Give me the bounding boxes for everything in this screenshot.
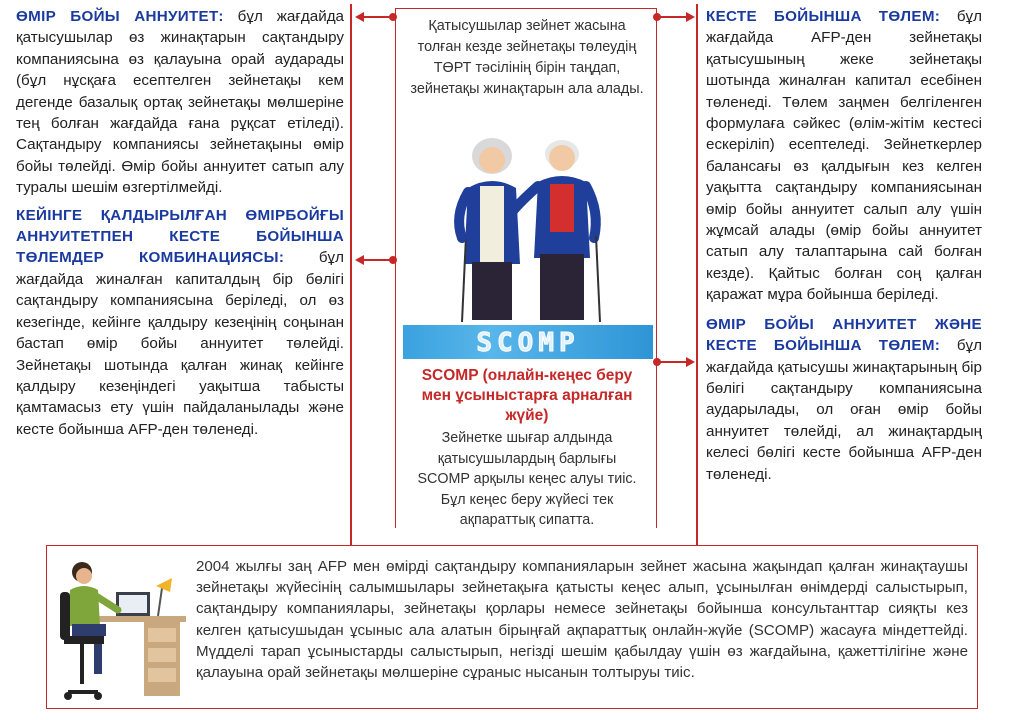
arrow-left-mid-head — [355, 255, 364, 265]
arrow-right-top-line — [658, 16, 686, 18]
elderly-couple-illustration — [440, 126, 620, 326]
scheduled-payment-heading: КЕСТЕ БОЙЫНША ТӨЛЕМ: — [706, 8, 941, 25]
annuity-and-schedule-heading: ӨМІР БОЙЫ АННУИТЕТ ЖӘНЕ КЕСТЕ БОЙЫНША ТӨЛЕМ: — [706, 315, 982, 355]
left-block-deferred-combination — [16, 205, 344, 440]
right-column — [706, 6, 982, 485]
elderly-woman-icon — [459, 138, 520, 322]
scomp-description: Зейнетке шығар алдында қатысушылардың барлығы SCOMP арқылы кеңес алуы тиіс. Бұл кеңес беру жүйесі тек ақпараттық сипатта. — [417, 430, 637, 528]
lamp-icon — [156, 578, 172, 616]
left-column — [16, 6, 344, 440]
annuity-and-schedule-text: бұл жағдайда қатысушы жинақтарының бір бөлігі сақтандыру компаниясына аударылады, ол оған өмір бойы аннуитет төлейді, ал жинақтардың келесі бөлігі кесте бойынша AFP-ден төленеді. — [706, 337, 982, 483]
arrow-right-top-head — [686, 12, 695, 22]
bottom-connector-left — [350, 527, 352, 545]
laptop-icon — [116, 592, 150, 616]
right-divider-line — [696, 4, 698, 527]
arrow-right-mid-line — [658, 361, 686, 363]
right-block-scheduled-payment — [706, 6, 982, 306]
bottom-connector-right — [696, 527, 698, 545]
arrow-right-mid-head — [686, 357, 695, 367]
arrow-left-top-dot — [389, 13, 397, 21]
arrow-right-top-dot — [653, 13, 661, 21]
office-worker-illustration — [58, 556, 186, 704]
scheduled-payment-text: бұл жағдайда AFP-ден зейнетақы қатысушының жеке зейнетақы шотында жиналған капитал есебінен төленеді. Төлем заңмен белгіленген формулаға сәйкес (өлім-жітім кестесі ескеріліп) есептеледі. Зейнеткерлер балансағы өз қалдығын кез келген уақытта сақтандыру компаниясынан өмір бойы аннуитет салып алу үшін жұмсай алады (өмір бойы аннуитет сатып алу талаптарына сай болған кезде). Қайтыс болған соң қалған қаражат мұра бойынша беріледі. — [706, 8, 982, 304]
life-annuity-text: бұл жағдайда қатысушылар өз жинақтарын сақтандыру компаниясына өз қалауына орай аударады (бұл нұсқаға есептелген зейнетақы кем дегенде базалық ортақ зейнетақы мөлшеріне тең болған жағдайда ғана рұқсат етіледі). Сақтандыру компаниясы зейнетақыны өмір бойы төлейді. Өмір бойы аннуитет сатып алу туралы шешім өзгертілмейді. — [16, 8, 344, 197]
scomp-banner-label: SCOMP — [476, 328, 580, 358]
center-intro-text: Қатысушылар зейнет жасына толған кезде зейнетақы төлеудің ТӨРТ тәсілінің бірін таңдап, зейнетақы жинақтарын ала алады. — [410, 18, 644, 97]
left-divider-line — [350, 4, 352, 527]
life-annuity-heading: ӨМІР БОЙЫ АННУИТЕТ: — [16, 8, 224, 25]
right-block-annuity-and-schedule — [706, 314, 982, 485]
desk-icon — [98, 616, 186, 696]
elderly-man-icon — [512, 140, 600, 322]
arrow-right-mid-dot — [653, 358, 661, 366]
scomp-title: SCOMP (онлайн-кеңес беру мен ұсыныстарға арналған жүйе) — [421, 367, 633, 424]
arrow-left-top-head — [355, 12, 364, 22]
bottom-info-text: 2004 жылғы заң AFP мен өмірді сақтандыру компанияларын зейнет жасына жақындап қалған жинақтаушы зейнетақы жүйесінің салымшылары зейнетақыға қатысты кеңес алып, ұсынылған өнімдерді салыстырып, сақтандыру компаниялары, зейнетақы қорлары немесе зейнетақы бойынша консультанттар сияқты кез келген қатысушыдан ұсыныс ала алатын бірыңғай ақпараттық онлайн-жүйе (SCOMP) жасауға міндеттейді. Мүдделі тарап ұсыныстарды салыстырып, негізді шешім қабылдау үшін өз жағдайына, қажеттілігіне және қалауына орай зейнетақы мөлшеріне сұраныс нысанын толтыруы тиіс. — [196, 558, 968, 682]
deferred-combination-text: бұл жағдайда жиналған капиталдың бір бөлігі сақтандыру компаниясына беріледі, ол өз кезегінде, кейінге қалдыру кезеңінің соңынан бастап өмір бойы аннуитет төлейді. Зейнетақы шотында қалған жинақ кейінге қалдыру кезеңіндегі уақытша табысты қамтамасыз ету үшін пайдаланылады және кесте бойынша AFP-ден төленеді. — [16, 249, 344, 438]
deferred-combination-heading: КЕЙІНГЕ ҚАЛДЫРЫЛҒАН ӨМІРБОЙҒЫ АННУИТЕТПЕН КЕСТЕ БОЙЫНША ТӨЛЕМДЕР КОМБИНАЦИЯСЫ: — [16, 206, 344, 267]
arrow-left-mid-dot — [389, 256, 397, 264]
scomp-banner — [403, 325, 653, 359]
left-block-life-annuity — [16, 6, 344, 199]
